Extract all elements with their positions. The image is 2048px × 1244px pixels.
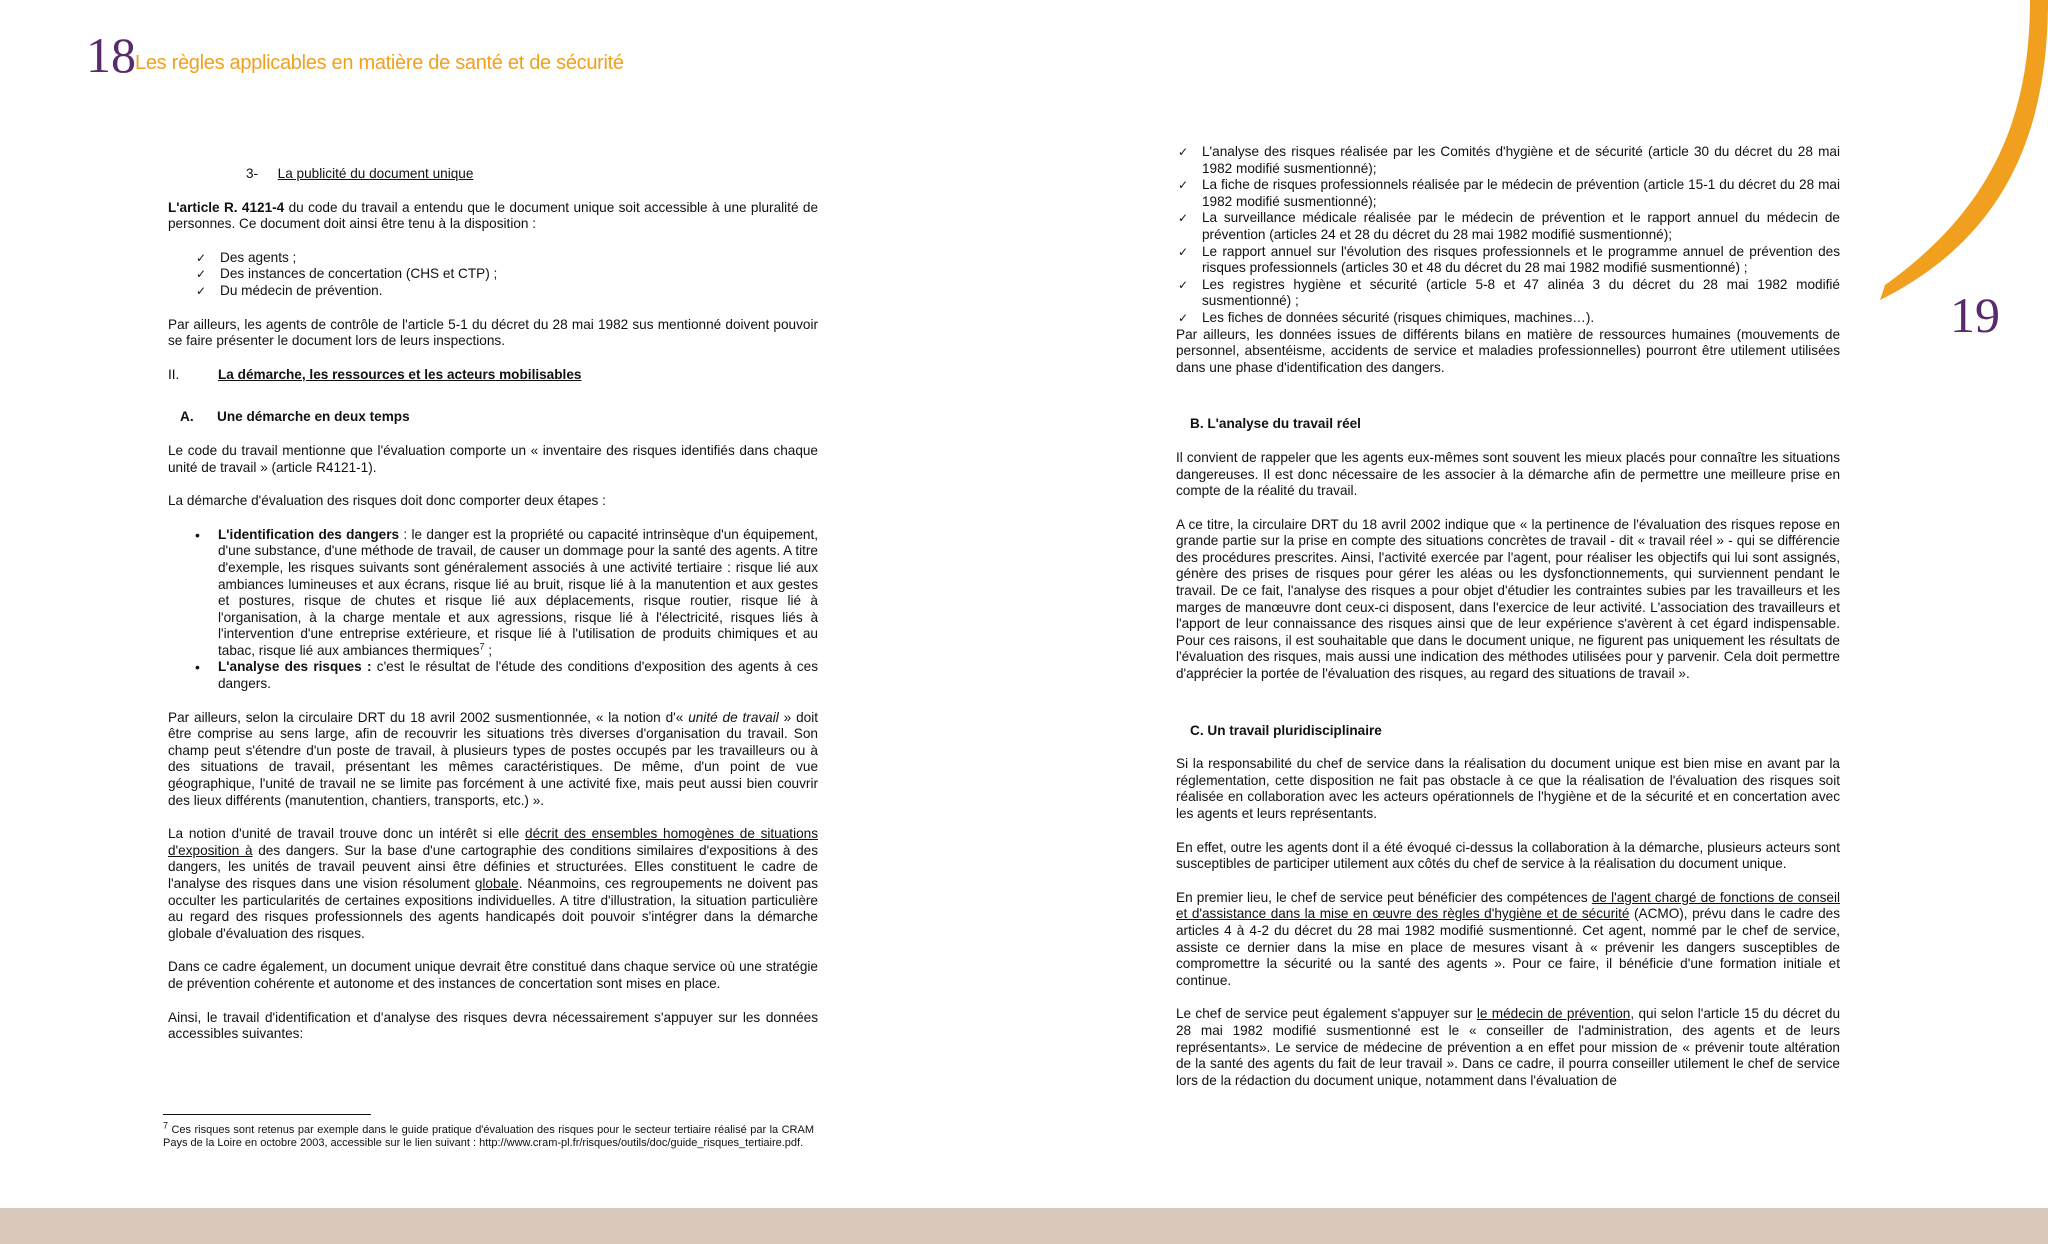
list-item: ✓ Le rapport annuel sur l'évolution des risques professionnels et le programme annuel de prévention des risques professionnels (articles 30 et 48 du décret du 28 mai 1982 modifié susmentionné) ; bbox=[1176, 244, 1840, 277]
section-3-title: La publicité du document unique bbox=[277, 166, 474, 181]
section-B-heading: B. L'analyse du travail réel bbox=[1190, 416, 1361, 432]
left-column bbox=[168, 166, 818, 1060]
left-page bbox=[0, 0, 1024, 1208]
paragraph bbox=[168, 710, 818, 810]
left-page-number: 18 bbox=[86, 27, 136, 83]
running-title: Les règles applicables en matière de santé et de sécurité bbox=[135, 52, 624, 74]
list-item: ✓ Les registres hygiène et sécurité (article 5-8 et 47 alinéa 3 du décret du 28 mai 1982 modifié susmentionné) ; bbox=[1176, 277, 1840, 310]
text: des dangers. Sur la base d'une cartographie des conditions similaires d'expositions à des dangers, les unités de travail peuvent ainsi être définies et structurées. Elles constituent le cadre de l'analyse des risques dans une vision résolument bbox=[168, 842, 818, 891]
list-item bbox=[168, 527, 818, 660]
list-item: ✓ Des instances de concertation (CHS et CTP) ; bbox=[194, 266, 818, 283]
list-item: ✓ Des agents ; bbox=[194, 250, 818, 267]
section-II-heading bbox=[168, 367, 818, 384]
footnote-number: 7 bbox=[163, 1120, 169, 1131]
text: du code du travail a entendu que le document unique soit accessible à une pluralité de personnes. Ce document doit ainsi être tenu à la disposition : bbox=[168, 199, 819, 232]
section-II-number: II. bbox=[168, 366, 180, 382]
section-3-heading bbox=[246, 166, 818, 183]
bold-term: L'identification des dangers bbox=[218, 526, 400, 542]
right-page bbox=[1024, 0, 2048, 1208]
bold-ref: L'article R. 4121-4 bbox=[168, 199, 285, 215]
text: La notion d'unité de travail trouve donc un intérêt si elle bbox=[168, 826, 526, 842]
paragraph bbox=[1176, 1006, 1840, 1089]
list-item: ✓ L'analyse des risques réalisée par les Comités d'hygiène et de sécurité (article 30 du décret du 28 mai 1982 modifié susmentionné); bbox=[1176, 144, 1840, 177]
list-item: ✓ La fiche de risques professionnels réalisée par le médecin de prévention (article 15-1 du décret du 28 mai 1982 modifié susmentionné); bbox=[1176, 177, 1840, 210]
text: Le chef de service peut également s'appuyer sur bbox=[1176, 1006, 1477, 1022]
paragraph: Il convient de rappeler que les agents eux-mêmes sont souvent les mieux placés pour connaître les situations dangereuses. Il est donc nécessaire de les associer à la démarche afin de permettre une meilleure prise en compte de la réalité du travail. bbox=[1176, 449, 1840, 499]
list-item: ✓ Les fiches de données sécurité (risques chimiques, machines…). bbox=[1176, 310, 1840, 327]
right-column bbox=[1176, 144, 1840, 1106]
underlined-text: décrit des ensembles homogènes de situations d'exposition à bbox=[168, 826, 819, 858]
paragraph: En effet, outre les agents dont il a été évoqué ci-dessus la collaboration à la démarche, plusieurs acteurs sont susceptibles de participer utilement aux côtés du chef de service à la réalisation du document unique. bbox=[1176, 839, 1840, 872]
italic-term: unité de travail bbox=[688, 709, 779, 725]
section-3-number: 3- bbox=[246, 166, 259, 181]
list-item: ✓ La surveillance médicale réalisée par le médecin de prévention et le rapport annuel du médecin de prévention (articles 24 et 28 du décret du 28 mai 1982 modifié susmentionné); bbox=[1176, 210, 1840, 243]
text: Par ailleurs, selon la circulaire DRT du 18 avril 2002 susmentionnée, « la notion d'« bbox=[168, 709, 689, 725]
paragraph: La démarche d'évaluation des risques doit donc comporter deux étapes : bbox=[168, 493, 606, 509]
paragraph bbox=[168, 200, 818, 233]
list-item: ✓ Du médecin de prévention. bbox=[194, 283, 818, 300]
section-A-heading bbox=[180, 409, 818, 426]
footnote-divider bbox=[163, 1114, 371, 1115]
text: » doit être comprise au sens large, afin de recouvrir les situations très diverses d'organisation du travail. Son champ peut s'étendre d'un poste de travail, à plusieurs types de postes occupés par les travailleurs ou à des situations de travail, présentant les mêmes caractéristiques. De même, d'un point de vue géographique, l'unité de travail ne se limite pas forcément à une activité fixe, mais peut aussi bien couvrir des lieux différents (manutention, chantiers, transports, etc.) ». bbox=[168, 709, 818, 808]
footnote bbox=[163, 1120, 814, 1151]
bottom-band bbox=[0, 1208, 2048, 1244]
paragraph: Ainsi, le travail d'identification et d'analyse des risques devra nécessairement s'appuyer sur les données accessibles suivantes: bbox=[168, 1009, 818, 1042]
text: c'est le résultat de l'étude des conditions d'exposition des agents à ces dangers. bbox=[218, 659, 819, 692]
paragraph: Dans ce cadre également, un document unique devrait être constitué dans chaque service où une stratégie de prévention cohérente et autonome et des instances de concertation sont mises en place. bbox=[168, 959, 818, 991]
text: (ACMO), prévu dans le cadre des articles 4 à 4-2 du décret du 28 mai 1982 modifié susmentionné. Cet agent, nommé par le chef de service, assiste ce dernier dans la mise en place de mesures visant à « prévenir les dangers susceptibles de compromettre la sécurité ou la santé des agents ». Pour ce faire, il bénéficie d'une formation initiale et continue. bbox=[1176, 906, 1840, 988]
underlined-text: de l'agent chargé de fonctions de conseil et d'assistance dans la mise en œuvre des règles d'hygiène et de sécurité bbox=[1176, 889, 1840, 922]
paragraph: A ce titre, la circulaire DRT du 18 avril 2002 indique que « la pertinence de l'évaluation des risques repose en grande partie sur la prise en compte des situations concrètes de travail - dit « travail réel » - qui se différencie des procédures prescrites. Ainsi, l'activité exercée par l'agent, pour réaliser les objectifs qui lui sont assignés, génère des prises de risques pour gérer les aléas ou les dysfonctionnements, qui surviennent pendant le travail. De ce fait, l'analyse des risques a pour objet d'étudier les contraintes subies par les travailleurs et les marges de manœuvre dont ceux-ci disposent, dans l'exercice de leur activité. L'association des travailleurs et l'apport de leur connaissance des risques ainsi que de leur expérience s'avèrent à cet égard indispensable. Pour ces raisons, il est souhaitable que dans le document unique, ne figurent pas uniquement les résultats de l'évaluation des risques, mais aussi une indication des méthodes utilisées pour y parvenir. Cela doit permettre d'apprécier la portée de l'évaluation des risques, au regard des situations de travail ». bbox=[1176, 516, 1840, 682]
paragraph bbox=[168, 826, 818, 942]
text: : le danger est la propriété ou capacité intrinsèque d'un équipement, d'une substance, d'une méthode de travail, de causer un dommage pour la santé des agents. A titre d'exemple, les risques suivants sont généralement associés à une activité tertiaire : risque lié aux ambiances lumineuses et aux écrans, risque lié au bruit, risque lié à la manutention et aux gestes et postures, risque de chutes et risque lié aux déplacements, risque routier, risque lié à l'organisation, à la charge mentale et aux agressions, risque lié à l'électricité, risques liés à l'intervention d'une entreprise extérieure, et risque lié à l'utilisation de produits chimiques et au tabac, risque lié aux ambiances thermiques bbox=[218, 526, 818, 658]
paragraph: Par ailleurs, les données issues de différents bilans en matière de ressources humaines (mouvements de personnel, absentéisme, accidents de service et maladies professionnelles) pourront être utilement utilisées dans une phase d'identification des dangers. bbox=[1176, 326, 1840, 375]
paragraph: Si la responsabilité du chef de service dans la réalisation du document unique est bien mise en avant par la réglementation, cette disposition ne fait pas obstacle à ce que la réalisation de l'évaluation des risques soit réalisée en collaboration avec les acteurs opérationnels de l'hygiène et de la sécurité et en concertation avec les agents et leurs représentants. bbox=[1176, 756, 1840, 821]
section-II-title: La démarche, les ressources et les acteurs mobilisables bbox=[218, 366, 582, 382]
check-list bbox=[194, 250, 818, 300]
paragraph: Par ailleurs, les agents de contrôle de l'article 5-1 du décret du 28 mai 1982 sus mentionné doivent pouvoir se faire présenter le document lors de leurs inspections. bbox=[168, 316, 818, 349]
text: , qui selon l'article 15 du décret du 28 mai 1982 modifié susmentionné est le « conseiller de l'administration, des agents et de leurs représentants». Le service de médecine de prévention a en effet pour mission de « prévenir toute altération de la santé des agents du fait de leur travail ». Dans ce cadre, il pourra conseiller utilement le chef de service lors de la rédaction du document unique, notamment dans l'évaluation de bbox=[1176, 1006, 1841, 1088]
footnote-text: Ces risques sont retenus par exemple dans le guide pratique d'évaluation des risques pour le secteur tertiaire réalisé par la CRAM Pays de la Loire en octobre 2003, accessible sur le lien suivant : http://www.cram-pl.fr/risques/outils/doc/guide_risques_tertiaire.pdf. bbox=[163, 1124, 814, 1150]
section-A-title: Une démarche en deux temps bbox=[217, 409, 410, 425]
section-C-heading: C. Un travail pluridisciplinaire bbox=[1190, 722, 1382, 738]
text: . Néanmoins, ces regroupements ne doivent pas occulter les particularités de certaines expositions individuelles. A titre d'illustration, la situation particulière au regard des risques professionnels des agents handicapés doit pouvoir s'intégrer dans la démarche globale d'évaluation des risques. bbox=[168, 876, 818, 941]
bold-term: L'analyse des risques : bbox=[218, 659, 372, 675]
section-A-number: A. bbox=[180, 409, 194, 425]
paragraph bbox=[1176, 890, 1840, 990]
list-item bbox=[168, 659, 818, 692]
underlined-text: globale bbox=[474, 876, 519, 891]
text: ; bbox=[484, 642, 493, 658]
underlined-text: le médecin de prévention bbox=[1476, 1006, 1631, 1022]
paragraph: Le code du travail mentionne que l'évaluation comporte un « inventaire des risques identifiés dans chaque unité de travail » (article R4121-1). bbox=[168, 442, 818, 475]
footnote-ref: 7 bbox=[479, 641, 485, 652]
data-sources-list bbox=[1176, 144, 1840, 327]
right-page-number: 19 bbox=[1950, 287, 2000, 343]
bullet-list bbox=[168, 527, 818, 693]
text: En premier lieu, le chef de service peut bénéficier des compétences bbox=[1176, 889, 1592, 905]
